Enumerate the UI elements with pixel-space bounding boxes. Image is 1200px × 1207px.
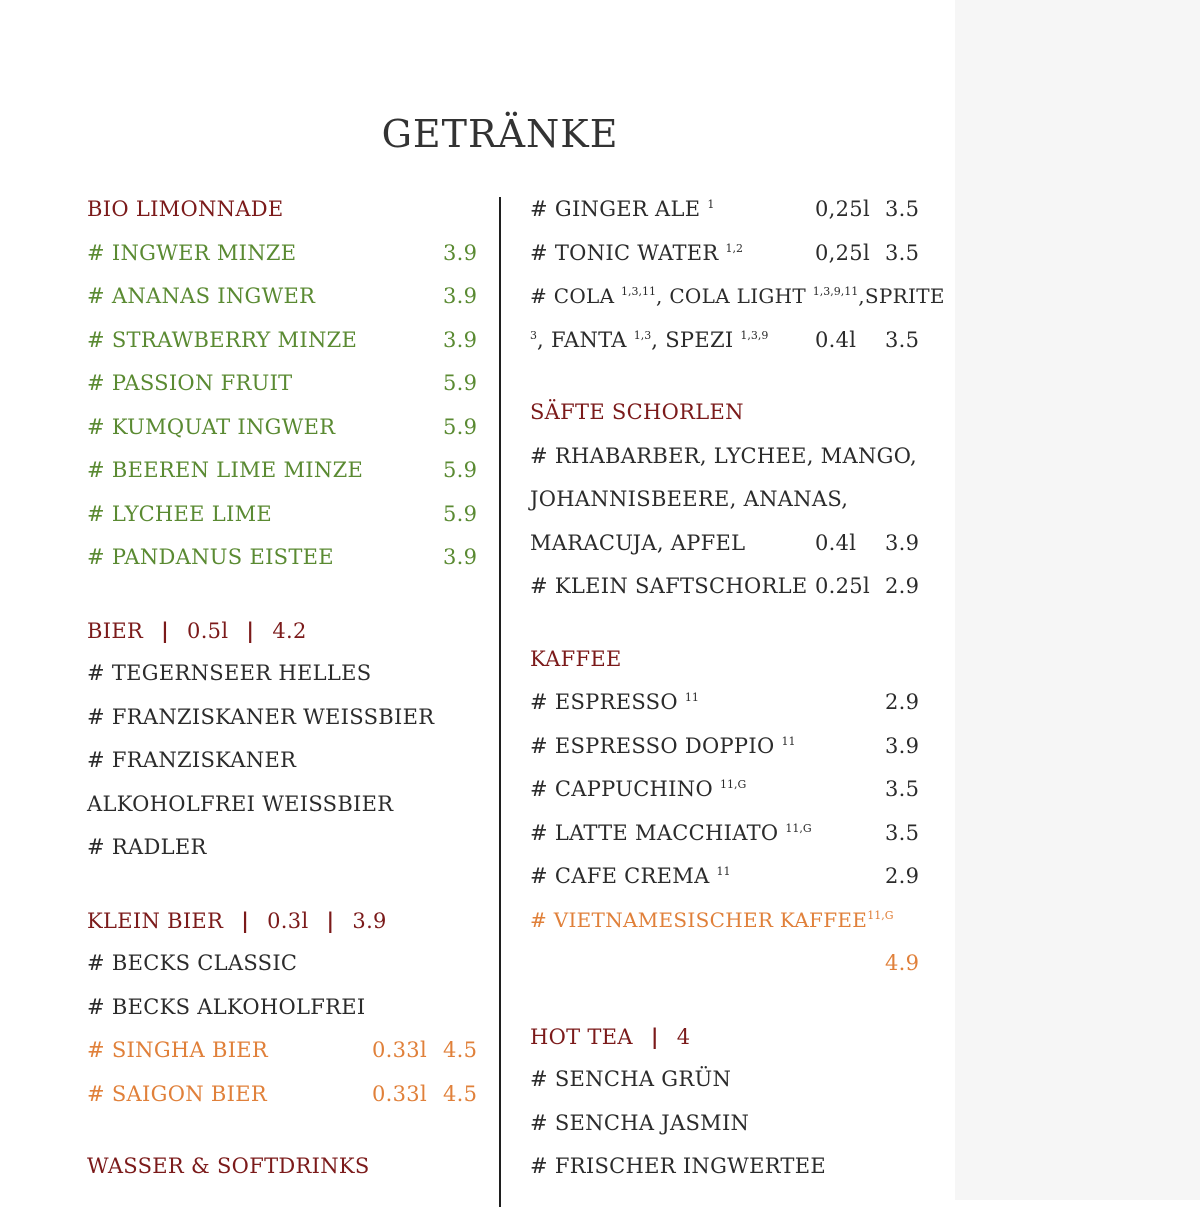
section-heading-saefte: SÄFTE SCHORLEN bbox=[530, 400, 744, 424]
menu-item-continuation: JOHANNISBEERE, ANANAS, bbox=[530, 487, 849, 511]
item-price: 2.9 bbox=[885, 864, 920, 888]
item-size: 0.4l bbox=[815, 327, 857, 352]
item-size: 0.33l bbox=[372, 1038, 427, 1062]
item-price: 5.9 bbox=[443, 414, 478, 439]
item-name: # LATTE MACCHIATO bbox=[530, 820, 779, 845]
menu-item bbox=[530, 275, 950, 319]
menu-item bbox=[87, 275, 477, 319]
item-name: # VIETNAMESISCHER KAFFEE bbox=[530, 907, 868, 932]
menu-item bbox=[87, 232, 477, 276]
item-price: 5.9 bbox=[443, 458, 478, 482]
item-name: # CAFE CREMA bbox=[530, 864, 710, 888]
item-price: 3.9 bbox=[443, 284, 478, 308]
item-price: 5.9 bbox=[443, 371, 478, 395]
menu-item bbox=[530, 565, 950, 609]
item-size: 0.4l bbox=[815, 530, 857, 555]
item-price: 2.9 bbox=[885, 574, 920, 598]
section-heading-wasser: WASSER & SOFTDRINKS bbox=[87, 1154, 370, 1178]
item-name: , COLA LIGHT bbox=[656, 284, 807, 308]
item-price: 4.5 bbox=[443, 1038, 478, 1062]
section-heading-klein-bier bbox=[87, 899, 477, 943]
item-name: # GINGER ALE bbox=[530, 197, 701, 221]
section-gap bbox=[87, 870, 477, 899]
menu-item-price-line bbox=[530, 942, 950, 986]
item-name: # LYCHEE LIME bbox=[87, 501, 273, 526]
item-name: # ESPRESSO DOPPIO bbox=[530, 733, 775, 758]
item-price: 5.9 bbox=[443, 501, 478, 526]
item-name: # KLEIN SAFTSCHORLE bbox=[530, 574, 808, 598]
section-gap bbox=[530, 362, 950, 391]
item-price: 3.9 bbox=[443, 327, 478, 352]
menu-item: # RHABARBER, LYCHEE, MANGO, bbox=[530, 443, 917, 468]
item-name: # PANDANUS EISTEE bbox=[87, 545, 334, 569]
item-price: 3.5 bbox=[885, 327, 920, 352]
heading-price: 4.2 bbox=[272, 618, 307, 643]
item-price: 3.5 bbox=[885, 240, 920, 265]
section-heading-bio-limonnade: BIO LIMONNADE bbox=[87, 197, 284, 221]
section-gap bbox=[530, 986, 950, 1015]
item-size: 0.33l bbox=[372, 1081, 427, 1106]
item-name: # TONIC WATER bbox=[530, 240, 719, 265]
menu-item-special bbox=[87, 1029, 477, 1073]
menu-item: # TEGERNSEER HELLES bbox=[87, 661, 372, 685]
item-name: # COLA bbox=[530, 284, 615, 308]
section-gap bbox=[87, 580, 477, 609]
item-name: # KUMQUAT INGWER bbox=[87, 414, 336, 439]
item-size: 0.25l bbox=[815, 574, 870, 598]
allergen-note: 1,3,11 bbox=[621, 285, 657, 298]
heading-separator: | bbox=[241, 907, 250, 933]
item-name: # BEEREN LIME MINZE bbox=[87, 458, 364, 482]
item-name: # INGWER MINZE bbox=[87, 240, 297, 265]
item-name: # SINGHA BIER bbox=[87, 1038, 269, 1062]
item-price: 3.9 bbox=[443, 545, 478, 569]
heading-label: HOT TEA bbox=[530, 1024, 633, 1049]
allergen-note: 11 bbox=[684, 691, 699, 704]
heading-label: KLEIN BIER bbox=[87, 908, 224, 933]
menu-item bbox=[87, 362, 477, 406]
menu-item bbox=[530, 725, 950, 769]
item-name: # PASSION FRUIT bbox=[87, 371, 293, 395]
menu-item bbox=[530, 812, 950, 856]
item-price: 3.5 bbox=[885, 777, 920, 801]
section-heading-hot-tea bbox=[530, 1015, 950, 1059]
item-price: 3.9 bbox=[885, 530, 920, 555]
page-title: GETRÄNKE bbox=[381, 112, 619, 156]
heading-size: 0.5l bbox=[187, 618, 229, 643]
item-name: # SAIGON BIER bbox=[87, 1081, 267, 1106]
column-divider bbox=[499, 197, 501, 1207]
right-column bbox=[530, 188, 950, 1189]
menu-item bbox=[87, 493, 477, 537]
item-price: 3.5 bbox=[885, 197, 920, 221]
menu-item: # BECKS ALKOHOLFREI bbox=[87, 994, 366, 1019]
item-size: 0,25l bbox=[815, 197, 870, 221]
allergen-note: 1,3 bbox=[633, 328, 652, 342]
item-name: MARACUJA, APFEL bbox=[530, 530, 746, 555]
allergen-note: 1,3,9 bbox=[740, 328, 769, 342]
item-price: 4.5 bbox=[443, 1081, 478, 1106]
heading-price: 3.9 bbox=[352, 908, 387, 933]
heading-separator: | bbox=[650, 1023, 659, 1049]
menu-item-special bbox=[530, 899, 950, 943]
menu-item: # FRISCHER INGWERTEE bbox=[530, 1154, 827, 1178]
allergen-note: 3 bbox=[530, 328, 537, 342]
heading-label: BIER bbox=[87, 618, 144, 643]
item-price: 3.5 bbox=[885, 820, 920, 845]
menu-item bbox=[530, 188, 950, 232]
menu-item-continuation bbox=[530, 319, 950, 363]
menu-item-continuation: ALKOHOLFREI WEISSBIER bbox=[87, 791, 394, 816]
item-name: ,SPRITE bbox=[858, 284, 945, 308]
item-price: 4.9 bbox=[885, 951, 920, 975]
allergen-note: 1 bbox=[707, 198, 715, 211]
allergen-note: 11,G bbox=[867, 908, 894, 922]
menu-item: # FRANZISKANER bbox=[87, 748, 297, 772]
section-heading-kaffee: KAFFEE bbox=[530, 646, 622, 671]
heading-size: 0.3l bbox=[267, 908, 309, 933]
section-heading-bier bbox=[87, 609, 477, 653]
heading-separator: | bbox=[326, 907, 335, 933]
item-name: , FANTA bbox=[537, 327, 627, 352]
item-price: 3.9 bbox=[443, 240, 478, 265]
item-price: 3.9 bbox=[885, 733, 920, 758]
menu-item bbox=[530, 232, 950, 276]
menu-item bbox=[87, 319, 477, 363]
allergen-note: 11,G bbox=[719, 778, 747, 791]
heading-price: 4 bbox=[676, 1024, 691, 1049]
section-gap bbox=[530, 609, 950, 638]
menu-item: # BECKS CLASSIC bbox=[87, 951, 298, 975]
menu-item bbox=[530, 768, 950, 812]
item-name: # STRAWBERRY MINZE bbox=[87, 327, 358, 352]
menu-item: # SENCHA JASMIN bbox=[530, 1110, 750, 1135]
menu-item-continuation bbox=[530, 522, 950, 566]
allergen-note: 11 bbox=[781, 734, 796, 748]
item-name: # ANANAS INGWER bbox=[87, 284, 316, 308]
allergen-note: 1,2 bbox=[725, 241, 743, 255]
menu-item bbox=[87, 536, 477, 580]
menu-item: # SENCHA GRÜN bbox=[530, 1067, 732, 1091]
heading-separator: | bbox=[246, 617, 255, 643]
item-name: , SPEZI bbox=[651, 327, 734, 352]
section-gap bbox=[87, 1116, 477, 1145]
allergen-note: 11 bbox=[716, 865, 731, 878]
menu-item: # RADLER bbox=[87, 835, 207, 859]
allergen-note: 1,3,9,11 bbox=[812, 285, 859, 298]
item-name: # CAPPUCHINO bbox=[530, 777, 713, 801]
menu-item bbox=[87, 406, 477, 450]
menu-item bbox=[530, 855, 950, 899]
page-edge-background bbox=[955, 0, 1200, 1200]
menu-item: # FRANZISKANER WEISSBIER bbox=[87, 704, 435, 729]
item-price: 2.9 bbox=[885, 690, 920, 714]
menu-item bbox=[87, 449, 477, 493]
allergen-note: 11,G bbox=[785, 821, 812, 835]
menu-item-special bbox=[87, 1073, 477, 1117]
heading-separator: | bbox=[161, 617, 170, 643]
item-name: # ESPRESSO bbox=[530, 690, 678, 714]
item-size: 0,25l bbox=[815, 240, 870, 265]
left-column bbox=[87, 188, 477, 1189]
menu-item bbox=[530, 681, 950, 725]
